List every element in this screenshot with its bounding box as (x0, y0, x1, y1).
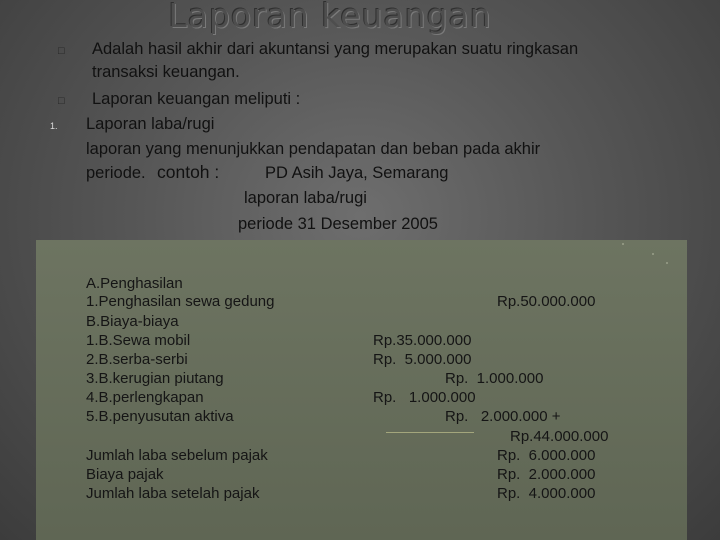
bullet-icon: □ (58, 45, 65, 57)
statement-value: Rp. 1.000.000 (445, 370, 544, 387)
list-heading: Laporan laba/rugi (86, 115, 215, 133)
slide-title: Laporan keuangan (168, 0, 492, 35)
statement-label: 2.B.serba-serbi (86, 351, 188, 368)
statement-value: Rp. 1.000.000 (373, 389, 476, 406)
statement-label: 1.Penghasilan sewa gedung (86, 293, 275, 310)
statement-label: 3.B.kerugian piutang (86, 370, 224, 387)
list-periode: periode. (86, 164, 146, 182)
statement-label: 5.B.penyusutan aktiva (86, 408, 234, 425)
subtotal-value: Rp.44.000.000 (510, 428, 609, 445)
bullet-text-1-cont: transaksi keuangan. (92, 63, 240, 81)
summary-label: Biaya pajak (86, 466, 164, 483)
bullet-text-1: Adalah hasil akhir dari akuntansi yang merupakan suatu ringkasan (92, 40, 579, 58)
decor-dot (666, 262, 668, 264)
sum-underline (386, 432, 474, 433)
summary-value: Rp. 6.000.000 (497, 447, 596, 464)
decor-dot (652, 253, 654, 255)
statement-label: B.Biaya-biaya (86, 313, 179, 330)
list-contoh: contoh : (157, 162, 220, 182)
report-period: periode 31 Desember 2005 (238, 215, 438, 233)
statement-label: 4.B.perlengkapan (86, 389, 204, 406)
statement-value: Rp. 2.000.000 + (445, 408, 561, 425)
company-name: PD Asih Jaya, Semarang (265, 164, 449, 182)
statement-label: 1.B.Sewa mobil (86, 332, 191, 349)
summary-label: Jumlah laba sebelum pajak (86, 447, 268, 464)
bullet-text-2: Laporan keuangan meliputi : (92, 90, 301, 108)
statement-label: A.Penghasilan (86, 275, 183, 292)
list-description: laporan yang menunjukkan pendapatan dan beban pada akhir (86, 140, 541, 158)
decor-dot (622, 243, 624, 245)
summary-value: Rp. 2.000.000 (497, 466, 596, 483)
list-number: 1. (50, 121, 58, 131)
report-name: laporan laba/rugi (244, 189, 367, 207)
statement-value: Rp.50.000.000 (497, 293, 596, 310)
statement-value: Rp.35.000.000 (373, 332, 472, 349)
summary-label: Jumlah laba setelah pajak (86, 485, 260, 502)
summary-value: Rp. 4.000.000 (497, 485, 596, 502)
statement-value: Rp. 5.000.000 (373, 351, 472, 368)
bullet-icon: □ (58, 95, 65, 107)
